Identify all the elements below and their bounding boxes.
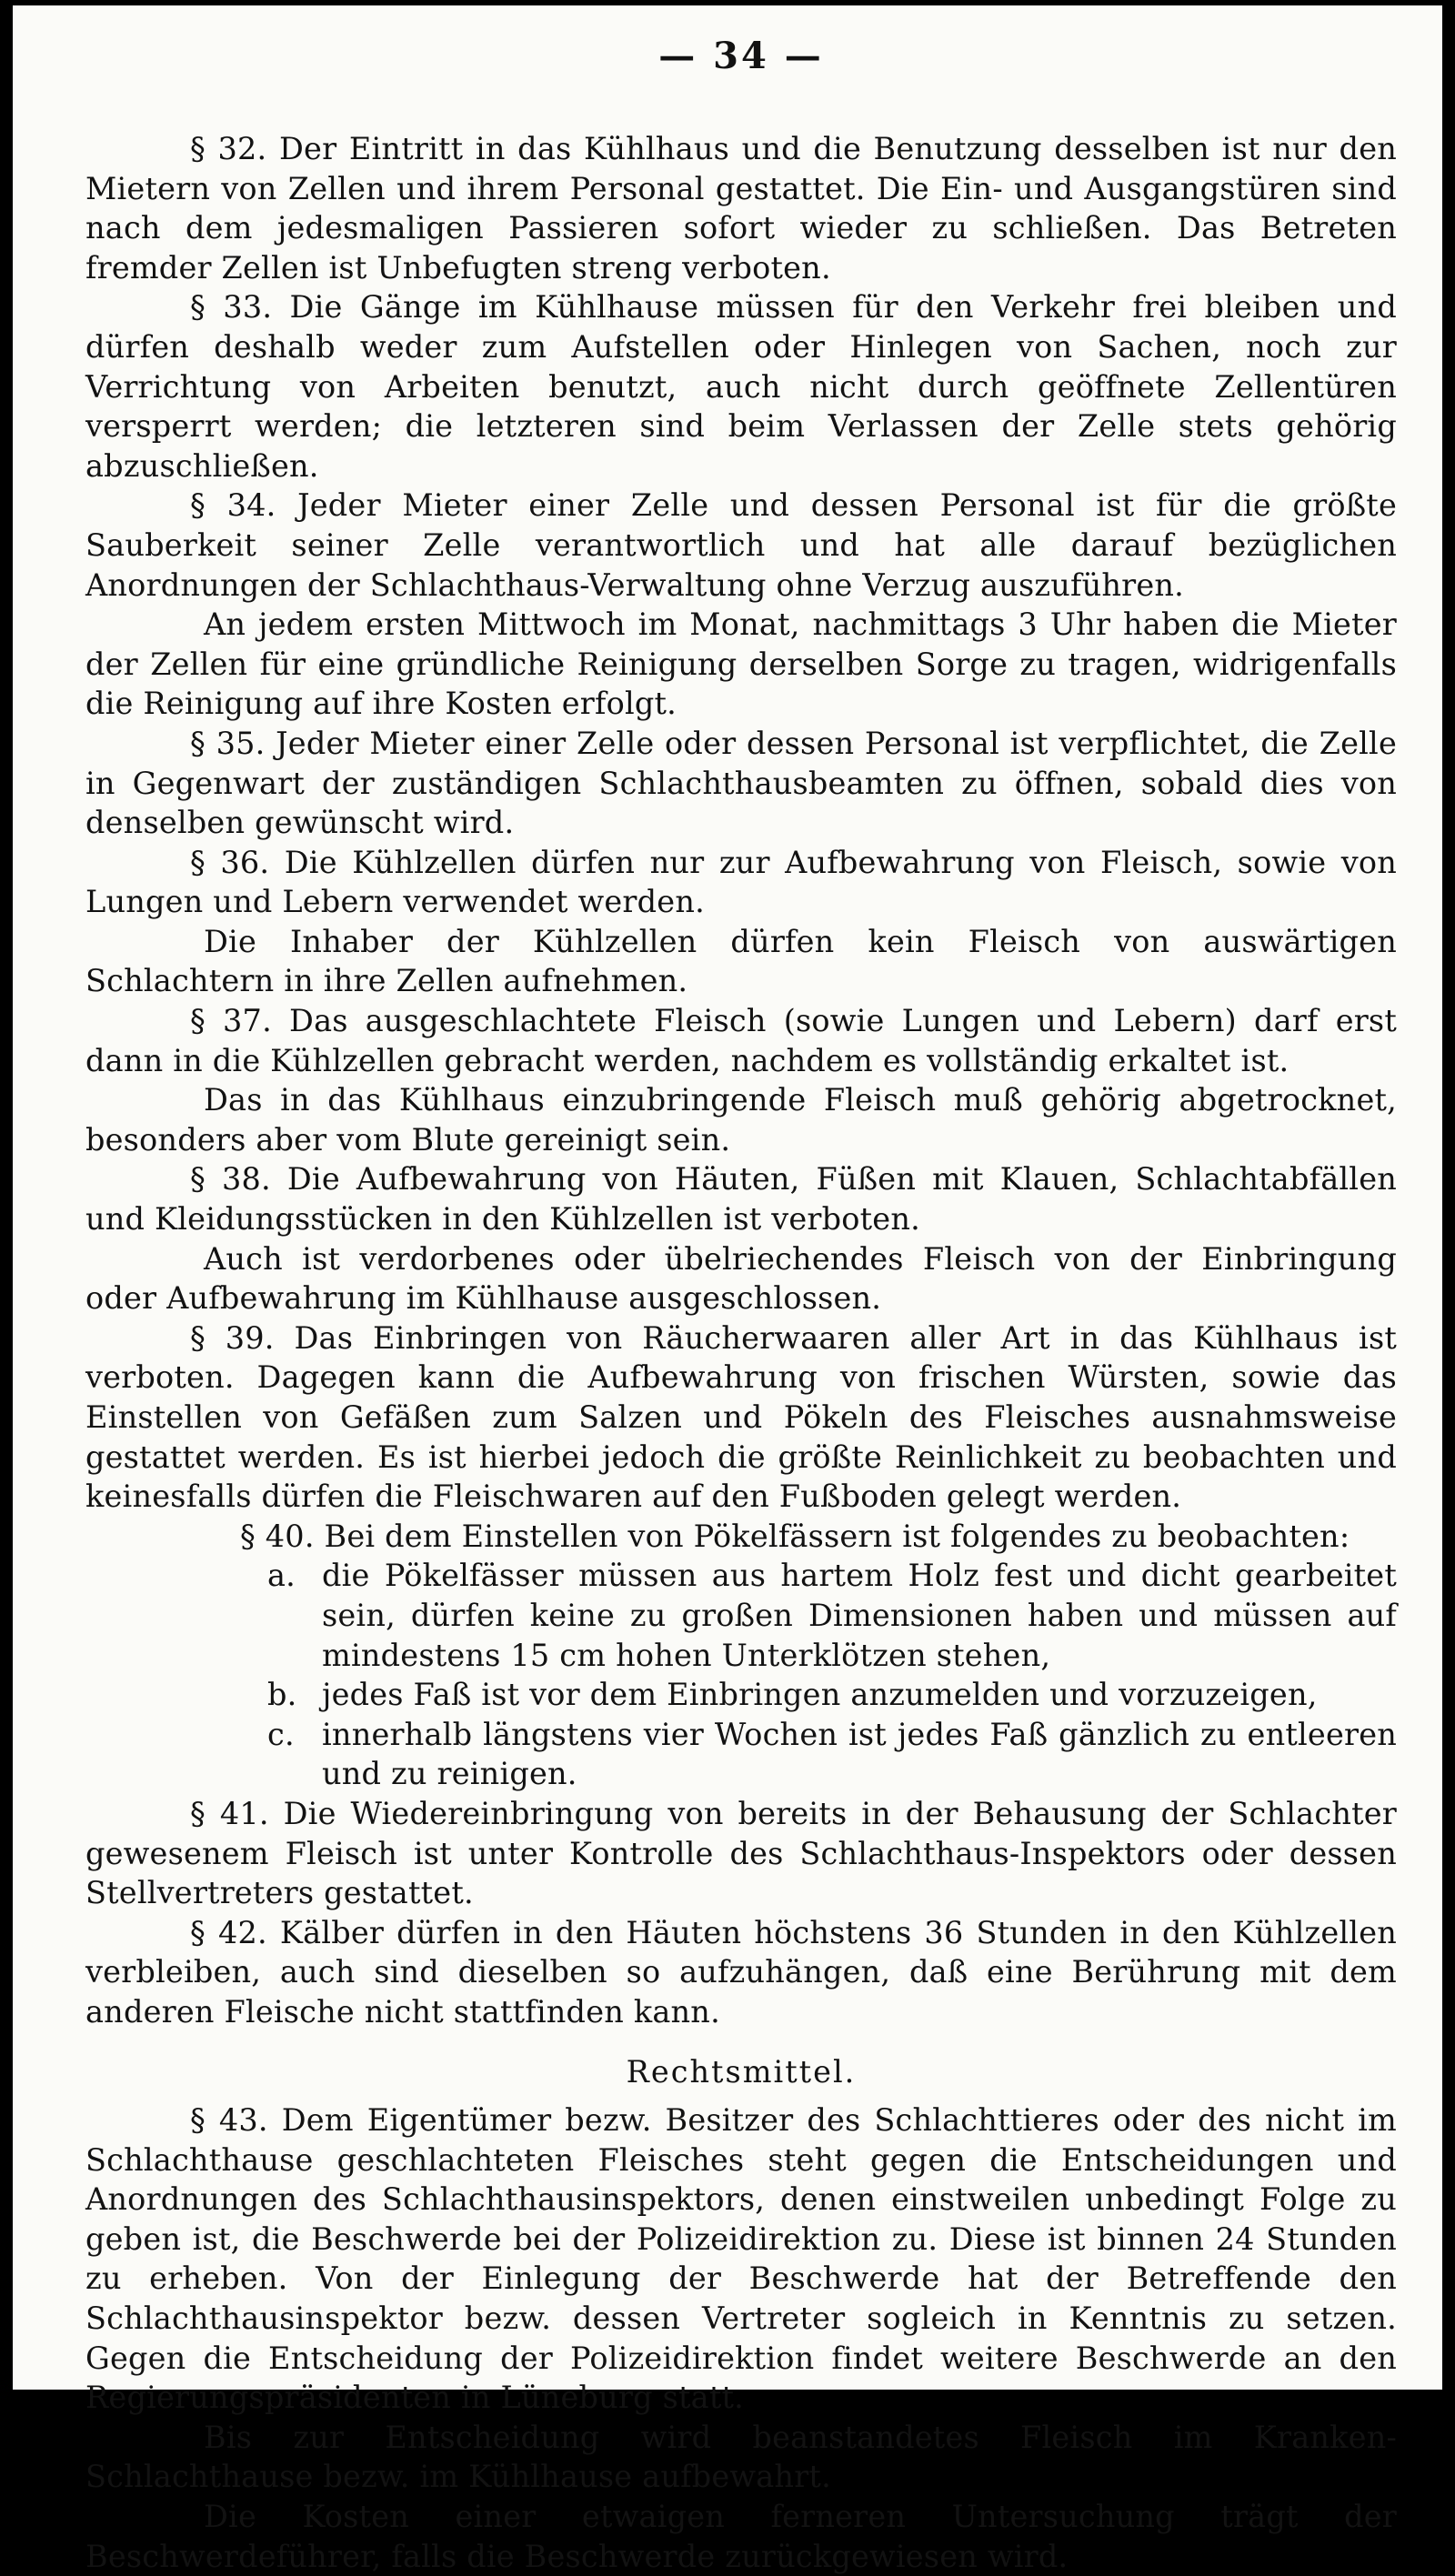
page-number: — 34 — bbox=[658, 35, 824, 77]
paragraph-41: § 41. Die Wiedereinbringung von bereits in der Behausung der Schlachter gewesenem Fleisch ist unter Kontrolle des Schlachthaus-Inspektors oder dessen Stellvertreters gestattet. bbox=[85, 1795, 1397, 1911]
list-marker: c. bbox=[267, 1716, 295, 1752]
list-item-text: die Pökelfässer müssen aus hartem Holz fest und dicht gearbeitet sein, dürfen keine zu großen Dimensionen haben und müssen auf mindestens 15 cm hohen Unterklötzen stehen, bbox=[322, 1558, 1397, 1673]
paragraph-34-continued: An jedem ersten Mittwoch im Monat, nachmittags 3 Uhr haben die Mieter der Zellen für eine gründliche Reinigung derselben Sorge zu tragen, widrigenfalls die Reinigung auf ihre Kosten erfolgt. bbox=[85, 606, 1397, 722]
paragraph-36: § 36. Die Kühlzellen dürfen nur zur Aufbewahrung von Fleisch, sowie von Lungen und Lebern verwendet werden. bbox=[85, 844, 1397, 920]
paragraph-38-continued: Auch ist verdorbenes oder übelriechendes Fleisch von der Einbringung oder Aufbewahrung im Kühlhause ausgeschlossen. bbox=[85, 1240, 1397, 1317]
paragraph-34: § 34. Jeder Mieter einer Zelle und dessen Personal ist für die größte Sauberkeit seiner Zelle verantwortlich und hat alle darauf bezüglichen Anordnungen der Schlachthaus-Verwaltung ohne Verzug auszuführen. bbox=[85, 487, 1397, 603]
list-item bbox=[85, 1715, 1397, 1794]
paragraph-36-continued: Die Inhaber der Kühlzellen dürfen kein Fleisch von auswärtigen Schlachtern in ihre Zellen aufnehmen. bbox=[85, 923, 1397, 999]
paragraph-33: § 33. Die Gänge im Kühlhause müssen für den Verkehr frei bleiben und dürfen deshalb weder zum Aufstellen oder Hinlegen von Sachen, noch zur Verrichtung von Arbeiten benutzt, auch nicht durch geöffnete Zellentüren versperrt werden; die letzteren sind beim Verlassen der Zelle stets gehörig abzuschließen. bbox=[85, 289, 1397, 484]
paragraph-43-final: Die Kosten einer etwaigen ferneren Untersuchung trägt der Beschwerdeführer, falls die Beschwerde zurückgewiesen wird. bbox=[85, 2499, 1397, 2574]
paragraph-40: § 40. Bei dem Einstellen von Pökelfässern ist folgendes zu beobachten: bbox=[240, 1518, 1350, 1554]
paragraph-35: § 35. Jeder Mieter einer Zelle oder dessen Personal ist verpflichtet, die Zelle in Gegenwart der zuständigen Schlachthausbeamten zu öffnen, sobald dies von denselben gewünscht wird. bbox=[85, 725, 1397, 841]
list-item bbox=[85, 1675, 1397, 1715]
list-item-text: jedes Faß ist vor dem Einbringen anzumelden und vorzuzeigen, bbox=[322, 1677, 1318, 1713]
list-item bbox=[85, 1556, 1397, 1675]
list-section-40 bbox=[85, 1556, 1397, 1794]
paragraph-43: § 43. Dem Eigentümer bezw. Besitzer des Schlachttieres oder des nicht im Schlachthause geschlachteten Fleisches steht gegen die Entscheidungen und Anordnungen des Schlachthausinspektors, denen einstweilen unbedingt Folge zu geben ist, die Beschwerde bei der Polizeidirektion zu. Diese ist binnen 24 Stunden zu erheben. Von der Einlegung der Beschwerde hat der Betreffende den Schlachthausinspektor bezw. dessen Vertreter sogleich in Kenntnis zu setzen. Gegen die Entscheidung der Polizeidirektion findet weitere Beschwerde an den Regierungspräsidenten in Lüneburg statt. bbox=[85, 2102, 1397, 2416]
section-heading: Rechtsmittel. bbox=[626, 2053, 857, 2090]
document-page bbox=[13, 5, 1442, 2574]
paragraph-37: § 37. Das ausgeschlachtete Fleisch (sowie Lungen und Lebern) darf erst dann in die Kühlzellen gebracht werden, nachdem es vollständig erkaltet ist. bbox=[85, 1003, 1397, 1078]
paragraph-32: § 32. Der Eintritt in das Kühlhaus und die Benutzung desselben ist nur den Mietern von Zellen und ihrem Personal gestattet. Die Ein- und Ausgangstüren sind nach dem jedesmaligen Passieren sofort wieder zu schließen. Das Betreten fremder Zellen ist Unbefugten streng verboten. bbox=[85, 131, 1397, 286]
paragraph-37-continued: Das in das Kühlhaus einzubringende Fleisch muß gehörig abgetrocknet, besonders aber vom Blute gereinigt sein. bbox=[85, 1082, 1397, 1158]
paragraph-39: § 39. Das Einbringen von Räucherwaaren aller Art in das Kühlhaus ist verboten. Dagegen kann die Aufbewahrung von frischen Würsten, sowie das Einstellen von Gefäßen zum Salzen und Pökeln des Fleisches ausnahmsweise gestattet werden. Es ist hierbei jedoch die größte Reinlichkeit zu beobachten und keinesfalls dürfen die Fleischwaren auf den Fußboden gelegt werden. bbox=[85, 1319, 1397, 1515]
list-marker: a. bbox=[267, 1558, 296, 1594]
list-marker: b. bbox=[267, 1677, 297, 1713]
paragraph-43-continued: Bis zur Entscheidung wird beanstandetes Fleisch im Kranken-Schlachthause bezw. im Kühlhause aufbewahrt. bbox=[85, 2419, 1397, 2495]
list-item-text: innerhalb längstens vier Wochen ist jedes Faß gänzlich zu entleeren und zu reinigen. bbox=[322, 1716, 1397, 1792]
paragraph-42: § 42. Kälber dürfen in den Häuten höchstens 36 Stunden in den Kühlzellen verbleiben, auch sind dieselben so aufzuhängen, daß eine Berührung mit dem anderen Fleische nicht stattfinden kann. bbox=[85, 1914, 1397, 2030]
paragraph-38: § 38. Die Aufbewahrung von Häuten, Füßen mit Klauen, Schlachtabfällen und Kleidungsstücken in den Kühlzellen ist verboten. bbox=[85, 1161, 1397, 1238]
